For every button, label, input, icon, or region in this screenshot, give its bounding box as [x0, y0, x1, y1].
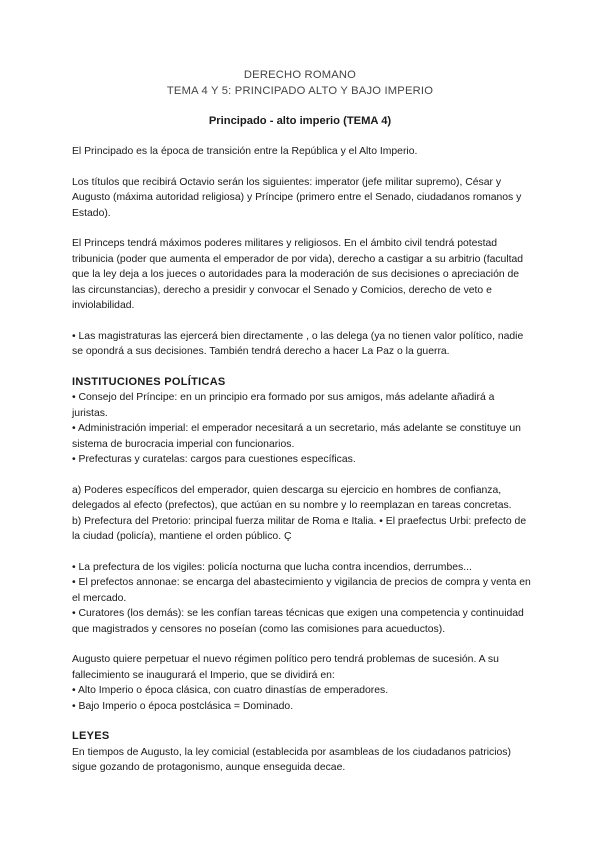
bullet-administracion: • Administración imperial: el emperador necesitará a un secretario, más adelante se constituye un sistema de burocracia imperial con funcionarios.	[72, 423, 521, 450]
document-body	[72, 144, 532, 791]
item-a-poderes: a) Poderes específicos del emperador, quien descarga su ejercicio en hombres de confianza, delegados al efecto (prefectos), que actúan en su nombre y lo reemplazan en tareas concretas.	[72, 484, 512, 512]
paragraph-leyes: En tiempos de Augusto, la ley comicial (establecida por asambleas de los ciudadanos patricios) sigue gozando de protagonismo, aunque enseguida decae.	[72, 746, 511, 774]
heading-instituciones: INSTITUCIONES POLÍTICAS	[72, 376, 226, 389]
paragraph-princeps: El Princeps tendrá máximos poderes militares y religiosos. En el ámbito civil tendrá potestad tribunicia (poder que aumenta el emperador de por vida), derecho a castigar a su arbitrio (facultad que la ley deja a los jueces o autoridades para la moderación de sus decisiones o apreciación de las circunstancias), derecho a presidir y convocar el Senado y Comicios, derecho de veto e inviolabilidad.	[72, 238, 524, 312]
bullet-vigiles: • La prefectura de los vigiles: policía nocturna que lucha contra incendios, derrumbes...	[72, 561, 472, 573]
paragraph-principado: El Principado es la época de transición entre la República y el Alto Imperio.	[72, 146, 418, 157]
section-subtitle: Principado - alto imperio (TEMA 4)	[208, 115, 392, 127]
bullet-curatores: • Curatores (los demás): se les confían tareas técnicas que exigen una competencia y continuidad que magistrados y censores no poseían (como las comisiones para acueductos).	[72, 608, 524, 635]
course-title: DERECHO ROMANO	[243, 69, 357, 81]
document-header	[0, 68, 600, 99]
paragraph-augusto: Augusto quiere perpetuar el nuevo régimen político pero tendrá problemas de sucesión. A su fallecimiento se inaugurará el Imperio, que se dividirá en:	[72, 654, 499, 681]
heading-leyes: LEYES	[72, 730, 110, 743]
bullet-consejo: • Consejo del Príncipe: en un principio era formado por sus amigos, más adelante añadirá a juristas.	[72, 392, 495, 419]
bullet-annonae: • El prefectos annonae: se encarga del abastecimiento y vigilancia de precios de compra y venta en el mercado.	[72, 577, 531, 604]
item-b-prefectura: b) Prefectura del Pretorio: principal fuerza militar de Roma e Italia. • El praefectus Urbi: prefecto de la ciudad (policía), mantiene el orden público. Ç	[72, 515, 527, 543]
bullet-alto-imperio: • Alto Imperio o época clásica, con cuatro dinastías de emperadores.	[72, 685, 389, 697]
topic-title: TEMA 4 Y 5: PRINCIPADO ALTO Y BAJO IMPERIO	[166, 84, 434, 97]
paragraph-titulos: Los títulos que recibirá Octavio serán los siguientes: imperator (jefe militar supremo), César y Augusto (máxima autoridad religiosa) y Príncipe (primero entre el Senado, ciudadanos romanos y Estado).	[72, 176, 522, 219]
paragraph-magistraturas: • Las magistraturas las ejercerá bien directamente , o las delega (ya no tienen valor político, nadie se opondrá a sus decisiones. También tendrá derecho a hacer La Paz o la guerra.	[72, 330, 524, 358]
bullet-bajo-imperio: • Bajo Imperio o época postclásica = Dominado.	[72, 700, 294, 712]
bullet-prefecturas: • Prefecturas y curatelas: cargos para cuestiones específicas.	[72, 454, 356, 466]
